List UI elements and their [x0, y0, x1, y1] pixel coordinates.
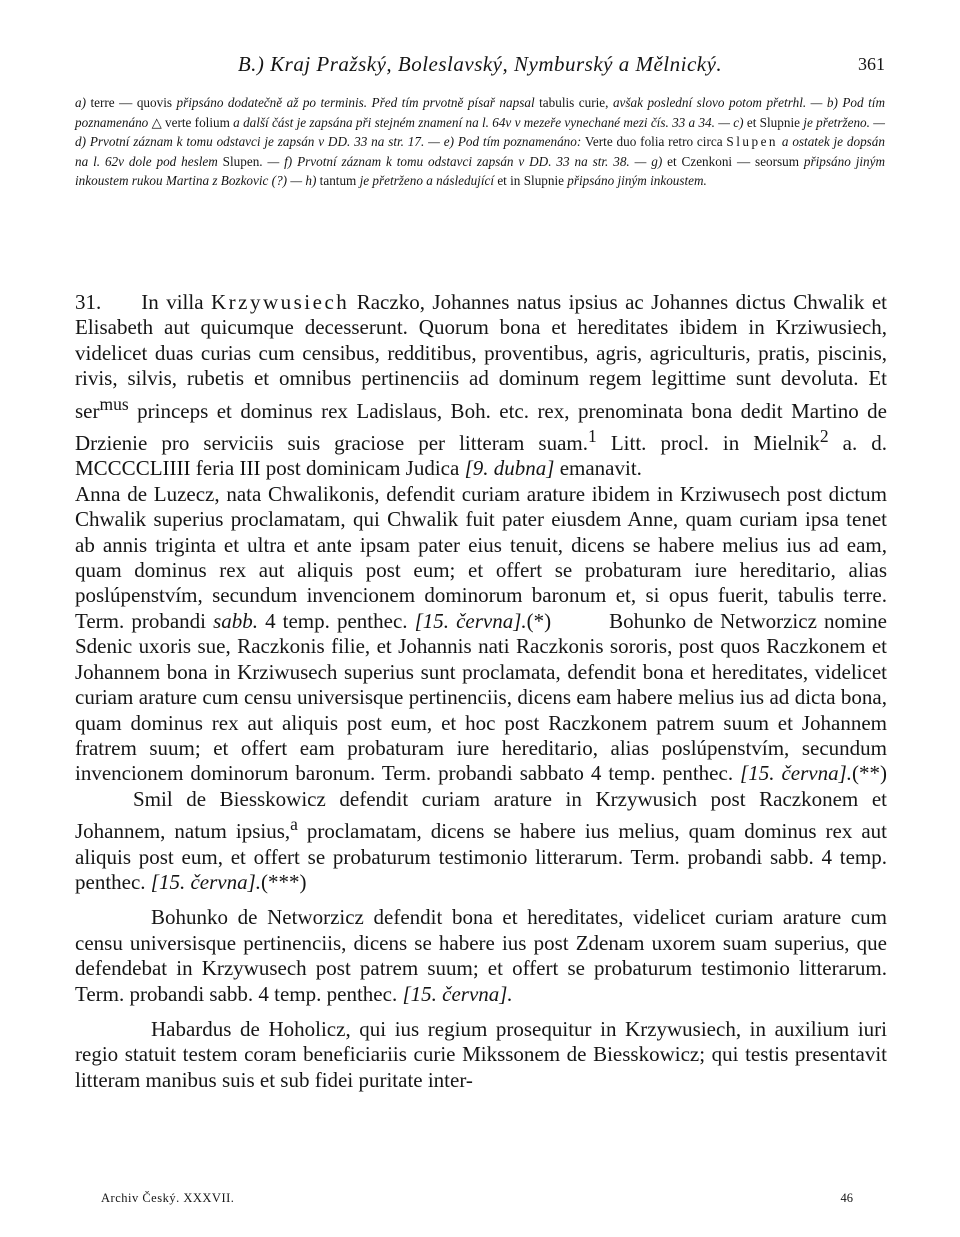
paragraph [75, 905, 887, 1007]
paragraph [75, 482, 887, 896]
date-gloss: [15. června]. [402, 981, 513, 1006]
date-gloss: [15. června]. [414, 608, 527, 633]
footnote-mark: — b) [806, 95, 843, 110]
paragraph-text: proclamatam, dicens se habere ius melius, quam dominus rex aut aliquis post eum, et offert se probaturum testimonio litterarum. Term. probandi sabb. 4 temp. penthec. [75, 819, 887, 894]
paragraph-text: Raczko, Johannes natus ipsius ac Johannes dictus Chwalik et Elisabeth aut quicumque decesserunt. Quorum bona et hereditates ibidem in Krziwusiech, videlicet duas curias cum censibus, redditibus, proventibus, agris, agriculturis, pratis, piscinis, rivis, silvis, rubetis et omnibus pertinenciis ad dominum regem legittime sunt devoluta. Et ser [75, 290, 888, 423]
footnote-text: je přetrženo a následující [359, 173, 495, 189]
paragraph-text: Smil de Biesskowicz defendit curiam arature in Krzywusich post Raczkonem et Johannem, natum ipsius, [75, 786, 887, 844]
paragraph-text: sabb. [213, 608, 258, 633]
footnote-text: Verte duo folia retro circa [581, 134, 727, 150]
paragraph [75, 290, 887, 482]
footnote-mark: — c) [714, 114, 747, 130]
footnote-text: Prvotní záznam k tomu odstavci je zapsán v DD. 33 na str. 17. [89, 134, 425, 150]
paragraph-text: 4 temp. penthec. [258, 608, 415, 633]
superscript: mus [99, 393, 129, 414]
footnote-ref: 1 [588, 426, 597, 447]
footnote-ref: a [290, 814, 298, 835]
paragraph-text: Habardus de Hoholicz, qui ius regium prosequitur in Krzywusiech, in auxilium iuri regio statuit testem coram beneficiariis curie Mikssonem de Biesskowicz; qui testis presentavit litteram manibus suis et sub fidei puritate inter- [75, 1016, 887, 1092]
paragraph [75, 1017, 887, 1093]
place-name: Krzywusiech [210, 290, 350, 314]
footnote-mark: a) [75, 95, 86, 110]
footnote-text: připsáno jiným inkoustem. [567, 173, 707, 189]
footnote-text: Slupen. [217, 153, 263, 169]
paragraph-text: princeps et dominus rex Ladislaus, Boh. etc. rex, prenominata bona dedit Martino de Drzienie pro serviciis suis graciose per litteram suam. [75, 398, 887, 456]
footnote-text: připsáno jiným inkoustem rukou Martina z Bozkovic (?) [75, 153, 886, 189]
note-mark: (*) [526, 608, 552, 633]
footnote-text: avšak poslední slovo potom přetrhl. [612, 95, 807, 110]
footnote-mark: — g) [629, 153, 668, 169]
paragraph-text: Anna de Luzecz, nata Chwalikonis, defendit curiam arature ibidem in Krziwusech post dictum Chwalik superius proclamatam, qui Chwalik fuit pater eiusdem Anne, quam curiam ipsa tenet ab annis triginta et ultra et ante ipsam pater eius tenuit, dicens se habere melius ius ad eam, quam dominus rex aut aliquis post eum; et offert se probaturam iure hereditario, alias poslúpenstvím, secundum invencionem dominorum baronum et, si opus fuerit, tabulis terre. Term. probandi [75, 481, 887, 633]
footnote-mark: — d) [75, 114, 885, 150]
footnote-text: terre — quovis [86, 95, 177, 110]
page-number: 361 [858, 54, 885, 74]
date-gloss: [15. června]. [740, 761, 852, 786]
signature-line [101, 1191, 853, 1211]
critical-apparatus [75, 93, 885, 191]
note-mark: (***) [261, 869, 307, 894]
footnote-text: △ verte folium [148, 114, 234, 130]
paragraph-text: Litt. procl. in Mielnik [596, 431, 820, 456]
footnote-text: et in Slupnie [494, 173, 568, 189]
signature-number: 46 [840, 1191, 853, 1205]
footnote-text: tabulis curie, [534, 95, 613, 110]
signature-mark: Archiv Český. XXXVII. [101, 1191, 235, 1205]
paragraph-text: a. d. MCCCCLIIII feria III post dominicam Judica [75, 431, 887, 481]
footnote-text: a ostatek je dopsán na l. 62v dole pod heslem [75, 134, 885, 169]
footnote-text: Pod tím poznamenáno [75, 95, 885, 130]
footnote-text: Slupen [726, 134, 779, 150]
footnote-text: tantum [319, 173, 360, 189]
footnote-text: a další část je zapsána při stejném znamení na l. 64v v mezeře vynechané mezi čís. 33 a 34. [233, 114, 715, 130]
footnote-mark: — h) [287, 173, 320, 189]
footnote-text: Pod tím poznamenáno: [457, 134, 582, 150]
date-gloss: [15. června]. [150, 869, 262, 894]
footnote-text: et Slupnie [746, 114, 804, 130]
footnote-mark: — e) [424, 134, 458, 150]
footnote-text: Prvotní záznam k tomu odstavci zapsán v DD. 33 na str. 38. [297, 153, 630, 169]
paragraph-text: emanavit. [554, 456, 642, 481]
footnote-ref: 2 [819, 426, 829, 447]
note-mark: (**) [852, 761, 887, 786]
running-title: B.) Kraj Pražský, Boleslavský, Nymburský a Mělnický. [237, 52, 723, 76]
date-gloss: [9. dubna] [464, 456, 555, 481]
running-head [75, 50, 885, 80]
footnote-text: je přetrženo. [803, 114, 870, 130]
paragraph-text: Bohunko de Networzicz defendit bona et hereditates, videlicet curiam arature cum censu universisque pertinenciis, dicens se habere ius post Zdenam uxorem suam superius, que defendebat in Krzywusech post patrem suum; et offert se probaturum testimonio litterarum. Term. probandi sabb. 4 temp. penthec. [75, 905, 887, 1006]
footnote-text: et Czenkoni — seorsum [667, 153, 804, 169]
place-intro: In villa [141, 290, 211, 314]
entry-number: 31. [75, 290, 102, 314]
footnote-text: připsáno dodatečně až po terminis. Před tím prvotně písař napsal [176, 95, 535, 110]
paragraph-text: Bohunko de Networzicz nomine Sdenic uxoris sue, Raczkonis filie, et Johannis nati Raczkonis sororis, post quos Raczkonem et Johannem bona in Krziwusech superius sunt proclamata, defendit bona et hereditates, videlicet curiam arature cum censu universisque pertinenciis, dicens eam habere melius ius ad dicta bona, quam dominus rex aut aliquis post eum, et hoc post Raczkonem patrem suum et Johannem fratrem suum; et offert eam probaturam iure hereditario, alias poslúpenstvím, secundum invencionem dominorum baronum. Term. probandi sabbato 4 temp. penthec. [75, 608, 887, 786]
footnote-mark: — f) [262, 153, 298, 169]
main-text [75, 290, 887, 1093]
